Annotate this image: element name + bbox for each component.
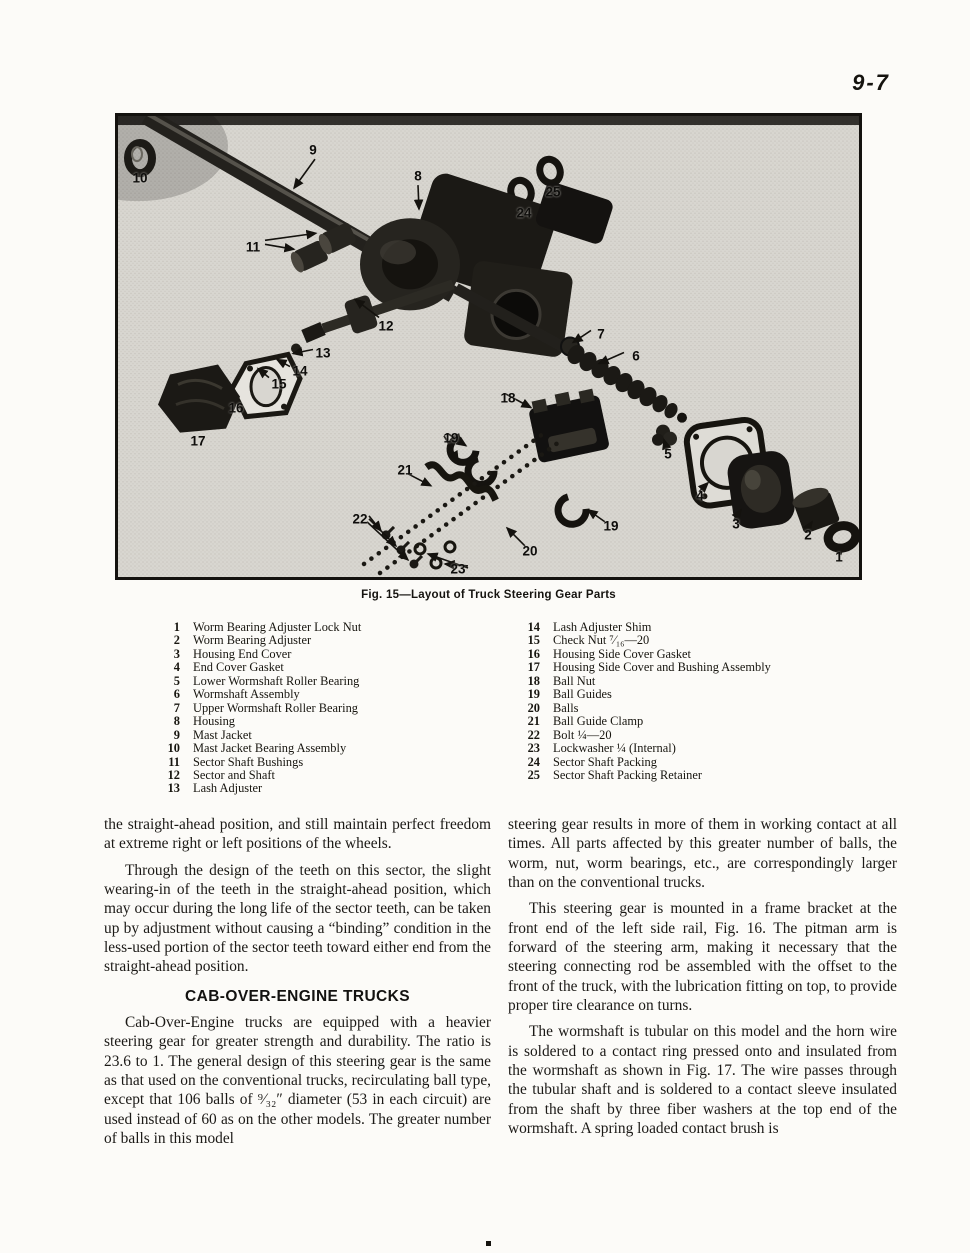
parts-list-item bbox=[520, 648, 771, 661]
part-number: 20 bbox=[527, 700, 540, 715]
figure-callout-9: 9 bbox=[309, 142, 317, 158]
part-name: Ball Guide Clamp bbox=[553, 714, 644, 729]
parts-list-item bbox=[520, 769, 771, 782]
part-number: 25 bbox=[527, 767, 540, 782]
parts-list-item bbox=[160, 715, 361, 728]
parts-list-item bbox=[520, 688, 771, 701]
parts-list-item bbox=[520, 702, 771, 715]
part-number: 22 bbox=[527, 727, 540, 742]
figure-callout-3: 3 bbox=[732, 516, 740, 532]
part-name: Lower Wormshaft Roller Bearing bbox=[193, 673, 360, 688]
figure-callout-23: 23 bbox=[450, 561, 466, 577]
parts-list-item bbox=[160, 675, 361, 688]
part-number: 2 bbox=[173, 633, 180, 648]
part-number: 14 bbox=[527, 620, 540, 634]
figure-callout-19: 19 bbox=[443, 430, 459, 446]
part-number: 1 bbox=[173, 620, 180, 634]
part-name: Mast Jacket Bearing Assembly bbox=[193, 741, 347, 756]
body-column-right bbox=[508, 815, 897, 1146]
figure-callout-7: 7 bbox=[597, 326, 605, 342]
part-name: Lash Adjuster Shim bbox=[553, 620, 652, 634]
parts-list-item bbox=[160, 729, 361, 742]
part-name: Housing bbox=[193, 714, 235, 729]
part-name: Check Nut ⁷⁄₁₆—20 bbox=[553, 633, 650, 648]
parts-list-item bbox=[520, 742, 771, 755]
page-bottom-mark bbox=[486, 1241, 491, 1246]
page-number: 9-7 bbox=[852, 70, 890, 95]
exploded-parts-illustration bbox=[118, 116, 859, 577]
part-number: 11 bbox=[168, 754, 180, 769]
part-number: 3 bbox=[173, 646, 180, 661]
figure-callout-17: 17 bbox=[190, 433, 206, 449]
figure-steering-gear-photo bbox=[115, 113, 862, 580]
figure-callout-4: 4 bbox=[696, 488, 704, 504]
figure-callout-11: 11 bbox=[245, 239, 261, 255]
part-number: 13 bbox=[167, 781, 180, 796]
part-number: 23 bbox=[527, 741, 540, 756]
part-name: Mast Jacket bbox=[193, 727, 252, 742]
section-heading: CAB-OVER-ENGINE TRUCKS bbox=[185, 987, 410, 1005]
part-number: 9 bbox=[173, 727, 180, 742]
parts-list-item bbox=[520, 715, 771, 728]
parts-list-item bbox=[160, 782, 361, 795]
figure-callout-19: 19 bbox=[603, 518, 619, 534]
parts-list-left bbox=[160, 621, 361, 796]
part-name: Bolt ¼—20 bbox=[553, 727, 612, 742]
figure-callout-15: 15 bbox=[271, 376, 287, 392]
part-name: Sector Shaft Packing bbox=[553, 754, 657, 769]
part-number: 12 bbox=[167, 767, 180, 782]
figure-callout-8: 8 bbox=[414, 168, 422, 184]
figure-callout-18: 18 bbox=[500, 390, 516, 406]
part-name: Ball Guides bbox=[553, 687, 612, 702]
part-number: 5 bbox=[173, 673, 180, 688]
paragraph: the straight-ahead position, and still maintain perfect freedom at extreme right or left positions of the wheels. bbox=[104, 816, 491, 853]
paragraph: steering gear results in more of them in working contact at all times. All parts affected by this greater number of balls, the worm, nut, worm bearings, etc., are correspondingly larger than on the conventional trucks. bbox=[508, 816, 897, 892]
paragraph: Through the design of the teeth on this sector, the slight wearing-in of the teeth in the straight-ahead position, which may occur during the long life of the sector teeth, can be taken up by adjustment without causing a “binding” condition in the less-used portion of the sector teeth toward either end from the straight-ahead position. bbox=[104, 861, 491, 976]
parts-list-item bbox=[520, 634, 771, 647]
figure-callout-13: 13 bbox=[315, 345, 331, 361]
part-name: Housing Side Cover Gasket bbox=[553, 646, 692, 661]
part-name: Lockwasher ¼ (Internal) bbox=[553, 741, 676, 756]
figure-callout-21: 21 bbox=[397, 462, 413, 478]
figure-callout-6: 6 bbox=[632, 348, 640, 364]
figure-callout-10: 10 bbox=[132, 170, 148, 186]
part-number: 24 bbox=[527, 754, 540, 769]
parts-list-item bbox=[520, 675, 771, 688]
parts-list-item bbox=[160, 769, 361, 782]
part-name: Sector and Shaft bbox=[193, 767, 275, 782]
part-name: Worm Bearing Adjuster Lock Nut bbox=[193, 620, 362, 634]
part-name: Housing End Cover bbox=[193, 646, 292, 661]
parts-list-item bbox=[160, 742, 361, 755]
figure-callout-20: 20 bbox=[522, 543, 538, 559]
parts-list-item bbox=[520, 729, 771, 742]
parts-list-item bbox=[520, 661, 771, 674]
part-name: Balls bbox=[553, 700, 579, 715]
figure-callout-16: 16 bbox=[228, 400, 244, 416]
part-name: Wormshaft Assembly bbox=[193, 687, 300, 702]
part-name: Ball Nut bbox=[553, 673, 596, 688]
part-number: 19 bbox=[527, 687, 540, 702]
parts-list-item bbox=[160, 634, 361, 647]
figure-callout-22: 22 bbox=[352, 511, 368, 527]
figure-caption: Fig. 15—Layout of Truck Steering Gear Parts bbox=[361, 589, 616, 601]
body-column-left bbox=[104, 815, 491, 1156]
figure-callout-14: 14 bbox=[292, 363, 308, 379]
part-name: End Cover Gasket bbox=[193, 660, 284, 675]
part-number: 15 bbox=[527, 633, 540, 648]
part-number: 4 bbox=[173, 660, 180, 675]
figure-callout-5: 5 bbox=[664, 446, 672, 462]
parts-list-item bbox=[160, 621, 361, 634]
part-number: 18 bbox=[527, 673, 540, 688]
part-number: 10 bbox=[167, 741, 180, 756]
parts-list-item bbox=[520, 756, 771, 769]
parts-list-right bbox=[520, 621, 771, 782]
part-number: 7 bbox=[173, 700, 180, 715]
part-name: Sector Shaft Bushings bbox=[193, 754, 304, 769]
paragraph: This steering gear is mounted in a frame bracket at the front end of the left side rail, Fig. 16. The pitman arm is forward of the steering arm, making it necessary that the steering connecting rod be assembled with the offset to the front of the truck, with the lubrication fitting on top, to provide proper tire clearance on turns. bbox=[508, 900, 897, 1015]
figure-callout-25: 25 bbox=[545, 184, 561, 200]
part-name: Housing Side Cover and Bushing Assembly bbox=[553, 660, 771, 675]
part-number: 8 bbox=[173, 714, 180, 729]
paragraph: The wormshaft is tubular on this model and the horn wire is soldered to a contact ring pressed onto and insulated from the wormshaft as shown in Fig. 17. The wire passes through the tubular shaft and is soldered to a contact sleeve insulated from the shaft by three fiber washers at the top end of the wormshaft. A spring loaded contact brush is bbox=[508, 1023, 897, 1138]
paragraph: Cab-Over-Engine trucks are equipped with a heavier steering gear for greater strength and durability. The ratio is 23.6 to 1. The general design of this steering gear is the same as that used on the conventional trucks, recirculating ball type, except that 106 balls of ⁹⁄₃₂″ diameter (53 in each circuit) are used instead of 60 as on the other models. The greater number of balls in this model bbox=[104, 1014, 491, 1148]
part-number: 6 bbox=[173, 687, 180, 702]
parts-list-item bbox=[520, 621, 771, 634]
figure-callout-24: 24 bbox=[516, 205, 532, 221]
parts-list-item bbox=[160, 661, 361, 674]
part-name: Worm Bearing Adjuster bbox=[193, 633, 312, 648]
parts-list-item bbox=[160, 702, 361, 715]
part-number: 21 bbox=[527, 714, 540, 729]
part-number: 17 bbox=[527, 660, 540, 675]
part-name: Lash Adjuster bbox=[193, 781, 263, 796]
part-name: Upper Wormshaft Roller Bearing bbox=[193, 700, 358, 715]
figure-callout-1: 1 bbox=[835, 549, 843, 565]
part-number: 16 bbox=[527, 646, 540, 661]
parts-list-item bbox=[160, 648, 361, 661]
part-name: Sector Shaft Packing Retainer bbox=[553, 767, 702, 782]
parts-list-item bbox=[160, 688, 361, 701]
parts-list-item bbox=[160, 756, 361, 769]
figure-callout-2: 2 bbox=[804, 527, 812, 543]
figure-callout-12: 12 bbox=[378, 318, 394, 334]
